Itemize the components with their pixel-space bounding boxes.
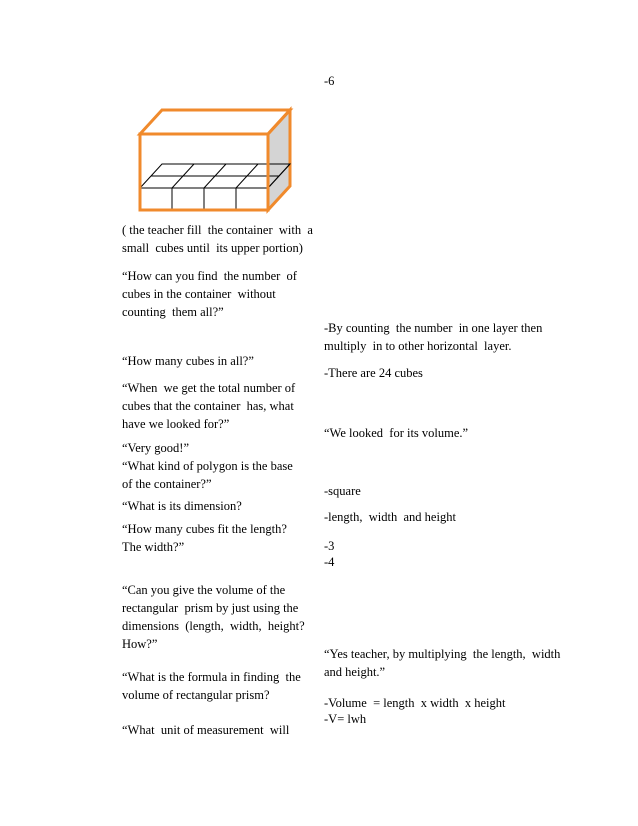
page-number: -6 <box>324 74 335 88</box>
left-line: “When we get the total number of <box>122 381 296 395</box>
left-line: “How many cubes in all?” <box>122 354 254 368</box>
left-line: cubes in the container without <box>122 287 276 301</box>
left-line: The width?” <box>122 540 185 554</box>
right-line: -V= lwh <box>324 712 367 726</box>
right-line: “We looked for its volume.” <box>324 426 469 440</box>
left-line: cubes that the container has, what <box>122 399 294 413</box>
left-line: “What is its dimension? <box>122 499 242 513</box>
left-line: “How many cubes fit the length? <box>122 522 287 536</box>
right-line: -length, width and height <box>324 510 456 524</box>
right-line: -There are 24 cubes <box>324 366 423 380</box>
left-line: have we looked for?” <box>122 417 230 431</box>
left-line: counting them all?” <box>122 305 224 319</box>
right-line: -Volume = length x width x height <box>324 696 506 710</box>
right-line: -4 <box>324 555 335 569</box>
right-line: “Yes teacher, by multiplying the length, width <box>324 647 561 661</box>
left-line: “Can you give the volume of the <box>122 583 286 597</box>
right-line: -square <box>324 484 361 498</box>
left-line: How?” <box>122 637 158 651</box>
container-cubes-figure <box>130 104 302 214</box>
left-line: rectangular prism by just using the <box>122 601 299 615</box>
right-line: and height.” <box>324 665 386 679</box>
left-line: small cubes until its upper portion) <box>122 241 303 255</box>
left-line: “How can you find the number of <box>122 269 297 283</box>
right-line: -By counting the number in one layer then <box>324 321 543 335</box>
right-line: -3 <box>324 539 335 553</box>
prism-side-face <box>268 110 290 210</box>
left-line: “What kind of polygon is the base <box>122 459 293 473</box>
left-line: “What is the formula in finding the <box>122 670 301 684</box>
prism-top-face <box>140 110 290 134</box>
left-line: “What unit of measurement will <box>122 723 290 737</box>
right-line: multiply in to other horizontal layer. <box>324 339 512 353</box>
left-line: “Very good!” <box>122 441 189 455</box>
left-line: of the container?” <box>122 477 212 491</box>
left-line: dimensions (length, width, height? <box>122 619 305 633</box>
left-line: volume of rectangular prism? <box>122 688 270 702</box>
left-line: ( the teacher fill the container with a <box>122 223 313 237</box>
